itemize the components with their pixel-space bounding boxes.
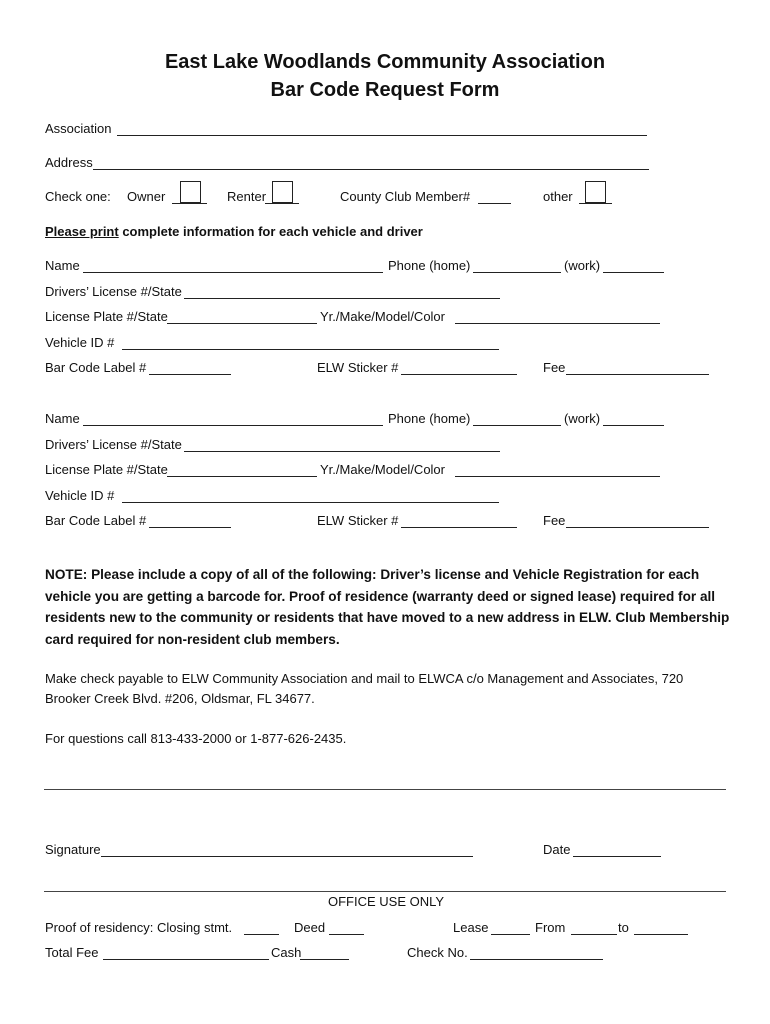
drivers-license-field[interactable] bbox=[184, 451, 500, 452]
date-label: Date bbox=[543, 842, 571, 857]
elw-sticker-field[interactable] bbox=[401, 374, 517, 375]
from-label: From bbox=[535, 920, 566, 935]
bar-code-label: Bar Code Label # bbox=[45, 513, 147, 528]
address-label: Address bbox=[45, 155, 93, 170]
lease-field[interactable] bbox=[491, 934, 530, 935]
print-instruction bbox=[45, 224, 423, 240]
address-field[interactable] bbox=[93, 169, 649, 170]
proof-residency-label: Proof of residency: Closing stmt. bbox=[45, 920, 233, 935]
owner-label: Owner bbox=[127, 189, 166, 204]
phone-work-field[interactable] bbox=[603, 425, 664, 426]
owner-checkbox[interactable] bbox=[180, 181, 201, 203]
vehicle-id-label: Vehicle ID # bbox=[45, 335, 115, 350]
fee-label: Fee bbox=[543, 360, 566, 375]
yr-make-label: Yr./Make/Model/Color bbox=[320, 462, 445, 477]
closing-stmt-field[interactable] bbox=[244, 934, 279, 935]
other-label: other bbox=[543, 189, 573, 204]
note-paragraph: NOTE: Please include a copy of all of the following: Driver’s license and Vehicle Registration for each vehicle you are getting a barcode for. Proof of residence (warranty deed or signed lease) required for all residents new to the community or residents that have moved to a new address in ELW. Club Membership card required for non-resident club members. bbox=[45, 567, 730, 647]
association-field[interactable] bbox=[117, 135, 647, 136]
divider bbox=[44, 891, 726, 892]
questions-contact: For questions call 813-433-2000 or 1-877-626-2435. bbox=[45, 731, 347, 746]
divider bbox=[44, 789, 726, 790]
phone-home-field[interactable] bbox=[473, 272, 561, 273]
total-fee-field[interactable] bbox=[103, 959, 269, 960]
yr-make-field[interactable] bbox=[455, 323, 660, 324]
form-title: East Lake Woodlands Community Association bbox=[164, 51, 606, 73]
vehicle-id-field[interactable] bbox=[122, 502, 499, 503]
other-line bbox=[579, 203, 612, 204]
other-checkbox[interactable] bbox=[585, 181, 606, 203]
cash-field[interactable] bbox=[300, 959, 349, 960]
office-use-heading: OFFICE USE ONLY bbox=[328, 894, 445, 909]
deed-field[interactable] bbox=[329, 934, 364, 935]
elw-sticker-label: ELW Sticker # bbox=[317, 513, 399, 528]
elw-sticker-label: ELW Sticker # bbox=[317, 360, 399, 375]
name-field[interactable] bbox=[83, 425, 383, 426]
payment-instructions: Make check payable to ELW Community Association and mail to ELWCA c/o Management and Associates, 720 Brooker Creek Blvd. #206, Oldsmar, FL 34677. bbox=[45, 671, 684, 706]
fee-field[interactable] bbox=[566, 374, 709, 375]
drivers-license-field[interactable] bbox=[184, 298, 500, 299]
cash-label: Cash bbox=[271, 945, 302, 960]
name-field[interactable] bbox=[83, 272, 383, 273]
license-plate-field[interactable] bbox=[167, 476, 317, 477]
print-instruction-underlined: Please print bbox=[45, 224, 119, 239]
deed-label: Deed bbox=[294, 920, 326, 935]
to-label: to bbox=[618, 920, 629, 935]
phone-home-label: Phone (home) bbox=[388, 258, 471, 273]
bar-code-field[interactable] bbox=[149, 527, 231, 528]
bar-code-label: Bar Code Label # bbox=[45, 360, 147, 375]
date-field[interactable] bbox=[573, 856, 661, 857]
association-label: Association bbox=[45, 121, 112, 136]
fee-label: Fee bbox=[543, 513, 566, 528]
fee-field[interactable] bbox=[566, 527, 709, 528]
phone-work-label: (work) bbox=[564, 258, 601, 273]
name-label: Name bbox=[45, 411, 80, 426]
bar-code-field[interactable] bbox=[149, 374, 231, 375]
county-club-label: County Club Member# bbox=[340, 189, 471, 204]
drivers-license-label: Drivers’ License #/State bbox=[45, 437, 182, 452]
renter-checkbox[interactable] bbox=[272, 181, 293, 203]
phone-home-field[interactable] bbox=[473, 425, 561, 426]
from-field[interactable] bbox=[571, 934, 617, 935]
drivers-license-label: Drivers’ License #/State bbox=[45, 284, 182, 299]
print-instruction-rest: complete information for each vehicle and driver bbox=[118, 224, 423, 239]
phone-work-field[interactable] bbox=[603, 272, 664, 273]
lease-label: Lease bbox=[453, 920, 489, 935]
owner-line bbox=[172, 203, 207, 204]
yr-make-label: Yr./Make/Model/Color bbox=[320, 309, 445, 324]
yr-make-field[interactable] bbox=[455, 476, 660, 477]
license-plate-field[interactable] bbox=[167, 323, 317, 324]
signature-label: Signature bbox=[45, 842, 101, 857]
check-one-label: Check one: bbox=[45, 189, 111, 204]
elw-sticker-field[interactable] bbox=[401, 527, 517, 528]
license-plate-label: License Plate #/State bbox=[45, 309, 168, 324]
vehicle-id-field[interactable] bbox=[122, 349, 499, 350]
name-label: Name bbox=[45, 258, 80, 273]
total-fee-label: Total Fee bbox=[45, 945, 99, 960]
license-plate-label: License Plate #/State bbox=[45, 462, 168, 477]
check-no-field[interactable] bbox=[470, 959, 603, 960]
phone-work-label: (work) bbox=[564, 411, 601, 426]
renter-label: Renter bbox=[227, 189, 267, 204]
check-no-label: Check No. bbox=[407, 945, 468, 960]
renter-line bbox=[265, 203, 299, 204]
form-subtitle: Bar Code Request Form bbox=[270, 79, 500, 101]
phone-home-label: Phone (home) bbox=[388, 411, 471, 426]
vehicle-id-label: Vehicle ID # bbox=[45, 488, 115, 503]
signature-field[interactable] bbox=[101, 856, 473, 857]
county-club-field[interactable] bbox=[478, 203, 511, 204]
to-field[interactable] bbox=[634, 934, 688, 935]
